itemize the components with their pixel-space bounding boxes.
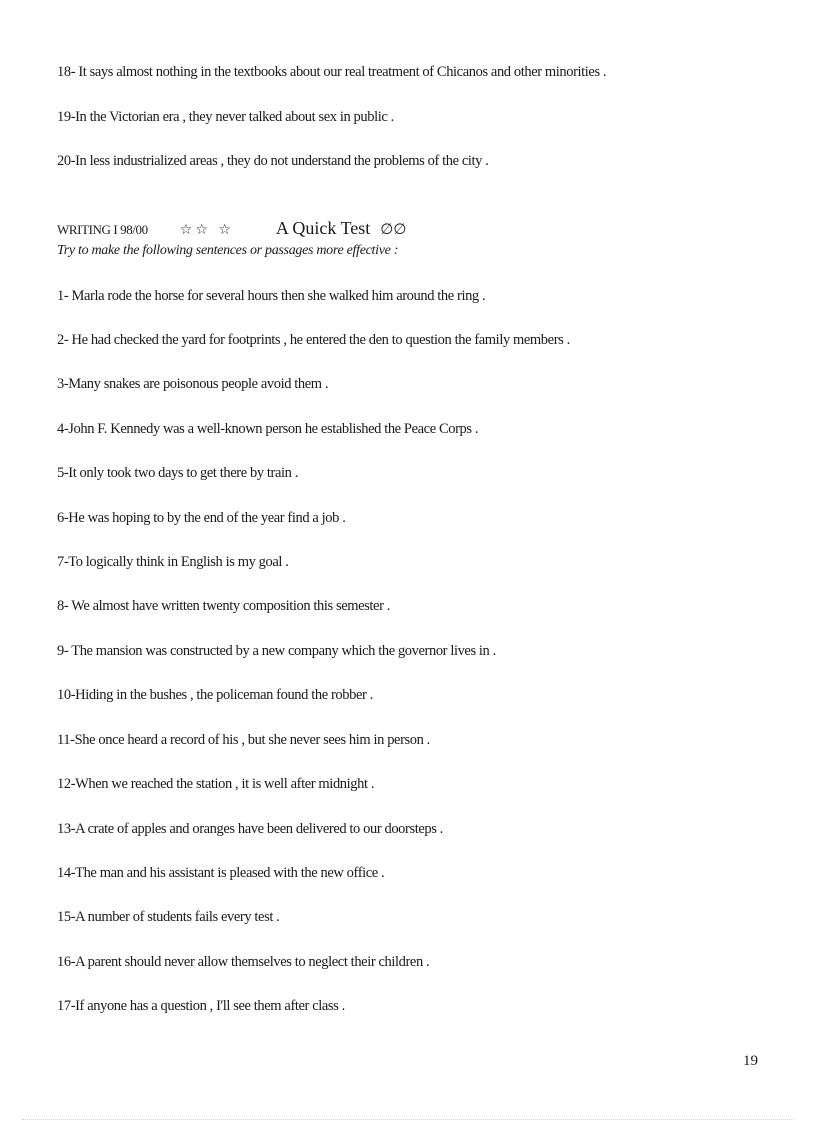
exercise-item-11: 11-She once heard a record of his , but she never sees him in person . — [57, 732, 430, 748]
decorative-marks-icon: ∅∅ — [380, 220, 407, 238]
exercise-item-8: 8- We almost have written twenty composition this semester . — [57, 598, 390, 614]
exercise-item-2: 2- He had checked the yard for footprints , he entered the den to question the family members . — [57, 332, 570, 348]
exercise-item-9: 9- The mansion was constructed by a new company which the governor lives in . — [57, 643, 496, 659]
sentence-item-19: 19-In the Victorian era , they never talked about sex in public . — [57, 109, 394, 125]
exercise-item-4: 4-John F. Kennedy was a well-known person he established the Peace Corps . — [57, 421, 479, 437]
exercise-item-15: 15-A number of students fails every test . — [57, 909, 280, 925]
exercise-item-1: 1- Marla rode the horse for several hours then she walked him around the ring . — [57, 288, 486, 304]
exercise-item-6: 6-He was hoping to by the end of the year find a job . — [57, 510, 346, 526]
instructions: Try to make the following sentences or passages more effective : — [57, 243, 399, 258]
page-number: 19 — [743, 1053, 758, 1069]
exercise-item-7: 7-To logically think in English is my goal . — [57, 554, 289, 570]
exercise-item-14: 14-The man and his assistant is pleased with the new office . — [57, 865, 385, 881]
exercise-item-5: 5-It only took two days to get there by train . — [57, 465, 298, 481]
exercise-item-10: 10-Hiding in the bushes , the policeman found the robber . — [57, 687, 373, 703]
course-label: WRITING I 98/00 — [57, 222, 148, 237]
exercise-item-12: 12-When we reached the station , it is well after midnight . — [57, 776, 375, 792]
exercise-item-17: 17-If anyone has a question , I'll see them after class . — [57, 998, 345, 1014]
exercise-item-16: 16-A parent should never allow themselves to neglect their children . — [57, 954, 430, 970]
section-header — [57, 218, 406, 239]
exercise-item-3: 3-Many snakes are poisonous people avoid them . — [57, 376, 329, 392]
test-title: A Quick Test — [275, 218, 371, 238]
footer-divider — [22, 1119, 794, 1120]
sentence-item-18: 18- It says almost nothing in the textbooks about our real treatment of Chicanos and other minorities . — [57, 64, 607, 80]
exercise-item-13: 13-A crate of apples and oranges have been delivered to our doorsteps . — [57, 821, 443, 837]
star-icons: ☆☆ ☆ — [179, 222, 234, 238]
sentence-item-20: 20-In less industrialized areas , they do not understand the problems of the city . — [57, 153, 489, 169]
